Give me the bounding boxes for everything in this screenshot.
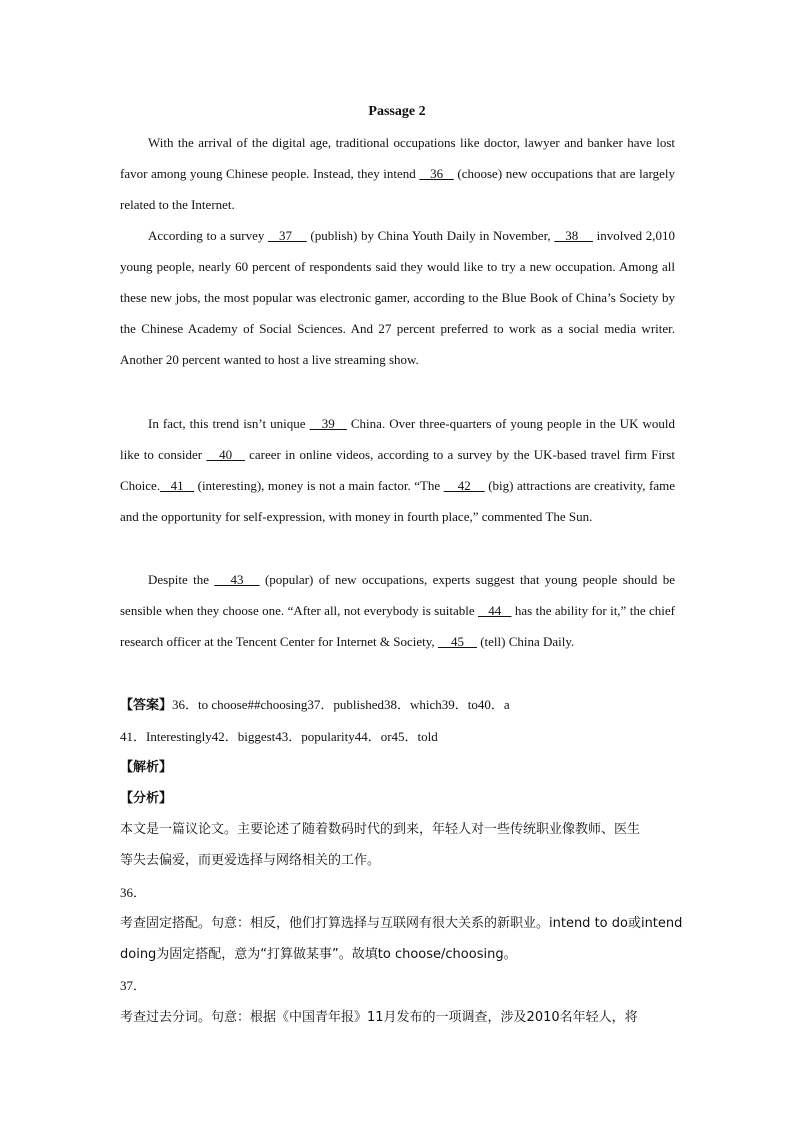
paragraph-text: (publish) by China Youth Daily in November, — [306, 228, 555, 243]
answer-label: 【答案】 — [120, 698, 173, 713]
paragraph-text: According to a survey — [148, 228, 269, 243]
question-37-number: 37． — [120, 978, 147, 993]
blank-45[interactable]: 45 — [437, 634, 477, 649]
paragraph-text: With the arrival of the digital age, traditional occupations like doctor, lawyer and banker have lost favor among young Chinese people. Instead, they intend — [120, 135, 675, 181]
answer-text: 36．to choose##choosing37．published38．which39．to40．a — [172, 697, 510, 712]
paragraph-text: (big) attractions are creativity, fame and the opportunity for self-expression, with money in fourth place,” commented The Sun. — [120, 478, 675, 524]
paragraph-text: career in online videos, according to a survey by the UK-based travel firm First Choice. — [120, 447, 676, 493]
summary-line-2: 等失去偏爱，而更爱选择与网络相关的工作。 — [120, 853, 381, 868]
paragraph-text: (interesting), money is not a main factor. “The — [194, 478, 444, 493]
blank-43[interactable]: 43 — [214, 572, 260, 587]
paragraph-3 — [120, 408, 675, 532]
paragraph-text: has the ability for it,” the chief research officer at the Tencent Center for Internet & Society, — [120, 603, 675, 649]
blank-42[interactable]: 42 — [443, 478, 485, 493]
answer-line-1 — [120, 695, 680, 716]
paragraph-text: Despite the — [148, 572, 215, 587]
passage-title: Passage 2 — [368, 104, 426, 119]
paragraph-1 — [120, 127, 675, 220]
paragraph-text: involved 2,010 young people, nearly 60 percent of respondents said they would like to try a new occupation. Among all these new jobs, the most popular was electronic gamer, according to the Blue Book of China’s Society by the Chinese Academy of Social Sciences. And 27 percent preferred to work as a social media writer. Another 20 percent wanted to host a live streaming show. — [120, 228, 676, 367]
paragraph-4 — [120, 564, 675, 657]
answer-line-2: 41．Interestingly42．biggest43．popularity44．or45．told — [120, 729, 438, 744]
blank-41[interactable]: 41 — [160, 478, 195, 493]
paragraph-text: China. Over three-quarters of young people in the UK would like to consider — [120, 416, 675, 462]
paragraph-2 — [120, 220, 675, 375]
paragraph-text: (tell) China Daily. — [476, 634, 575, 649]
blank-40[interactable]: 40 — [206, 447, 245, 462]
paragraph-text: (choose) new occupations that are largely related to the Internet. — [120, 166, 675, 212]
question-36-explanation-1: 考查固定搭配。句意：相反，他们打算选择与互联网有很大关系的新职业。intend to do或intend — [120, 916, 683, 931]
fenxi-label: 【分析】 — [120, 791, 173, 806]
summary-line-1: 本文是一篇议论文。主要论述了随着数码时代的到来，年轻人对一些传统职业像教师、医生 — [120, 822, 641, 837]
blank-38[interactable]: 38 — [554, 228, 593, 243]
blank-44[interactable]: 44 — [478, 603, 512, 618]
question-37-explanation-1: 考查过去分词。句意：根据《中国青年报》11月发布的一项调查，涉及2010名年轻人，将 — [120, 1010, 638, 1025]
blank-37[interactable]: 37 — [268, 228, 307, 243]
blank-39[interactable]: 39 — [309, 416, 347, 431]
paragraph-text: In fact, this trend isn’t unique — [148, 416, 310, 431]
question-36-explanation-2: doing为固定搭配，意为“打算做某事”。故填to choose/choosing。 — [120, 947, 517, 962]
paragraph-text: (popular) of new occupations, experts suggest that young people should be sensible when they choose one. “After all, not everybody is suitable — [120, 572, 676, 618]
jiexi-label: 【解析】 — [120, 760, 173, 775]
blank-36[interactable]: 36 — [419, 166, 454, 181]
question-36-number: 36． — [120, 885, 147, 900]
